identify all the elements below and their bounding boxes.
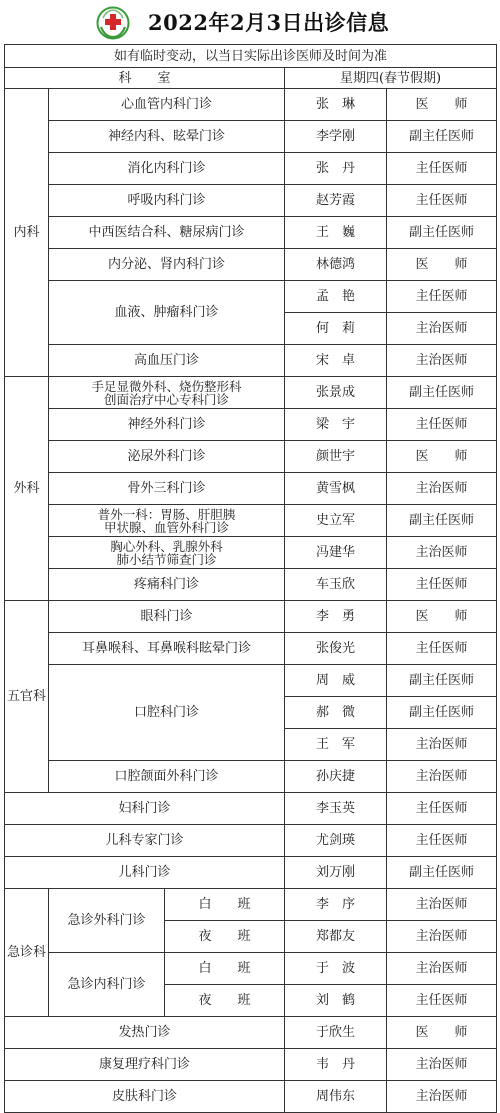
department-cell: 眼科门诊	[49, 601, 285, 633]
department-cell: 高血压门诊	[49, 345, 285, 377]
table-row	[5, 121, 497, 153]
group-label-waike: 外科	[5, 377, 49, 601]
doctor-title: 医 师	[387, 601, 497, 633]
department-cell	[49, 537, 285, 569]
notice-row	[5, 45, 497, 68]
table-row	[5, 1017, 497, 1049]
shift-cell: 夜 班	[165, 921, 285, 953]
doctor-title: 主治医师	[387, 729, 497, 761]
table-row	[5, 889, 497, 921]
doctor-title: 副主任医师	[387, 665, 497, 697]
doctor-name: 于 波	[285, 953, 387, 985]
department-cell: 口腔科门诊	[49, 665, 285, 761]
doctor-title: 主任医师	[387, 985, 497, 1017]
shift-cell: 白 班	[165, 889, 285, 921]
doctor-name: 王 巍	[285, 217, 387, 249]
department-cell: 发热门诊	[5, 1017, 285, 1049]
doctor-title: 主治医师	[387, 313, 497, 345]
department-cell: 急诊内科门诊	[49, 953, 165, 1017]
doctor-name: 郑都友	[285, 921, 387, 953]
shift-cell: 夜 班	[165, 985, 285, 1017]
table-row	[5, 1049, 497, 1081]
doctor-name: 赵芳霞	[285, 185, 387, 217]
doctor-title: 主治医师	[387, 1081, 497, 1113]
doctor-title: 副主任医师	[387, 857, 497, 889]
table-row	[5, 505, 497, 537]
table-row	[5, 441, 497, 473]
table-row	[5, 953, 497, 985]
page-header	[0, 0, 500, 44]
department-cell: 神经内科、眩晕门诊	[49, 121, 285, 153]
group-label-wuguanke: 五官科	[5, 601, 49, 793]
department-line-2: 甲状腺、血管外科门诊	[103, 519, 229, 535]
table-row	[5, 665, 497, 697]
doctor-name: 尤剑瑛	[285, 825, 387, 857]
doctor-name: 何 莉	[285, 313, 387, 345]
doctor-title: 医 师	[387, 441, 497, 473]
group-label-jizhenke: 急诊科	[5, 889, 49, 1017]
department-line-1: 手足显微外科、烧伤整形科	[91, 378, 242, 394]
doctor-title: 主治医师	[387, 473, 497, 505]
doctor-title: 主治医师	[387, 537, 497, 569]
table-row	[5, 857, 497, 889]
doctor-title: 主任医师	[387, 569, 497, 601]
doctor-title: 主任医师	[387, 281, 497, 313]
doctor-title: 主任医师	[387, 825, 497, 857]
doctor-title: 主治医师	[387, 1049, 497, 1081]
table-row	[5, 377, 497, 409]
table-row	[5, 281, 497, 313]
doctor-title: 副主任医师	[387, 697, 497, 729]
doctor-title: 主任医师	[387, 409, 497, 441]
table-row	[5, 185, 497, 217]
doctor-name: 张俊光	[285, 633, 387, 665]
department-cell: 中西医结合科、糖尿病门诊	[49, 217, 285, 249]
department-line-1: 胸心外科、乳腺外科	[110, 538, 223, 554]
doctor-name: 张景成	[285, 377, 387, 409]
date-column-header: 星期四(春节假期)	[285, 68, 497, 89]
department-line-2: 创面治疗中心专科门诊	[103, 391, 229, 407]
department-cell: 泌尿外科门诊	[49, 441, 285, 473]
department-line-1: 普外一科：胃肠、肝胆胰	[97, 506, 236, 522]
table-row	[5, 793, 497, 825]
table-row	[5, 761, 497, 793]
department-cell: 血液、肿瘤科门诊	[49, 281, 285, 345]
doctor-title: 主任医师	[387, 793, 497, 825]
doctor-name: 李玉英	[285, 793, 387, 825]
shift-cell: 白 班	[165, 953, 285, 985]
doctor-name: 颜世宇	[285, 441, 387, 473]
doctor-name: 史立军	[285, 505, 387, 537]
table-row	[5, 345, 497, 377]
page-title: 2022年2月3日出诊信息	[148, 10, 390, 35]
doctor-name: 宋 卓	[285, 345, 387, 377]
department-column-header: 科 室	[5, 68, 285, 89]
department-cell: 消化内科门诊	[49, 153, 285, 185]
department-cell: 内分泌、肾内科门诊	[49, 249, 285, 281]
doctor-title: 主任医师	[387, 633, 497, 665]
table-row	[5, 473, 497, 505]
doctor-name: 王 军	[285, 729, 387, 761]
doctor-name: 孟 艳	[285, 281, 387, 313]
doctor-title: 医 师	[387, 1017, 497, 1049]
department-cell: 急诊外科门诊	[49, 889, 165, 953]
doctor-title: 主治医师	[387, 345, 497, 377]
doctor-name: 张 丹	[285, 153, 387, 185]
department-cell: 皮肤科门诊	[5, 1081, 285, 1113]
table-row	[5, 601, 497, 633]
department-cell: 心血管内科门诊	[49, 89, 285, 121]
doctor-title: 主任医师	[387, 153, 497, 185]
doctor-name: 李 勇	[285, 601, 387, 633]
doctor-title: 副主任医师	[387, 377, 497, 409]
group-label-neike: 内科	[5, 89, 49, 377]
table-row	[5, 825, 497, 857]
doctor-name: 车玉欣	[285, 569, 387, 601]
department-cell: 口腔颌面外科门诊	[49, 761, 285, 793]
header-row	[5, 68, 497, 89]
doctor-name: 周伟东	[285, 1081, 387, 1113]
doctor-title: 医 师	[387, 89, 497, 121]
table-row	[5, 89, 497, 121]
doctor-name: 林德鸿	[285, 249, 387, 281]
hospital-logo-icon	[96, 6, 130, 40]
department-cell: 耳鼻喉科、耳鼻喉科眩晕门诊	[49, 633, 285, 665]
table-row	[5, 569, 497, 601]
department-cell: 骨外三科门诊	[49, 473, 285, 505]
doctor-title: 副主任医师	[387, 217, 497, 249]
table-row	[5, 217, 497, 249]
doctor-name: 冯建华	[285, 537, 387, 569]
department-cell: 康复理疗科门诊	[5, 1049, 285, 1081]
doctor-title: 主治医师	[387, 761, 497, 793]
department-cell: 神经外科门诊	[49, 409, 285, 441]
doctor-name: 张 琳	[285, 89, 387, 121]
doctor-name: 梁 宇	[285, 409, 387, 441]
doctor-name: 李学刚	[285, 121, 387, 153]
doctor-title: 主治医师	[387, 953, 497, 985]
doctor-name: 郝 微	[285, 697, 387, 729]
table-row	[5, 409, 497, 441]
doctor-name: 刘万刚	[285, 857, 387, 889]
department-line-2: 肺小结节筛查门诊	[116, 551, 217, 567]
department-cell: 呼吸内科门诊	[49, 185, 285, 217]
doctor-name: 黄雪枫	[285, 473, 387, 505]
doctor-name: 周 威	[285, 665, 387, 697]
department-cell: 儿科门诊	[5, 857, 285, 889]
notice-text: 如有临时变动，以当日实际出诊医师及时间为准	[5, 45, 497, 68]
doctor-name: 韦 丹	[285, 1049, 387, 1081]
table-row	[5, 537, 497, 569]
doctor-title: 主治医师	[387, 921, 497, 953]
table-row	[5, 633, 497, 665]
doctor-title: 副主任医师	[387, 505, 497, 537]
doctor-name: 孙庆捷	[285, 761, 387, 793]
doctor-name: 李 序	[285, 889, 387, 921]
department-cell	[49, 505, 285, 537]
doctor-title: 副主任医师	[387, 121, 497, 153]
table-row	[5, 249, 497, 281]
doctor-title: 主任医师	[387, 185, 497, 217]
doctor-title: 医 师	[387, 249, 497, 281]
table-row	[5, 1081, 497, 1113]
department-cell	[49, 377, 285, 409]
doctor-name: 刘 鹤	[285, 985, 387, 1017]
department-cell: 妇科门诊	[5, 793, 285, 825]
table-row	[5, 153, 497, 185]
department-cell: 儿科专家门诊	[5, 825, 285, 857]
doctor-name: 于欣生	[285, 1017, 387, 1049]
department-cell: 疼痛科门诊	[49, 569, 285, 601]
doctor-title: 主治医师	[387, 889, 497, 921]
schedule-table	[4, 44, 497, 1113]
